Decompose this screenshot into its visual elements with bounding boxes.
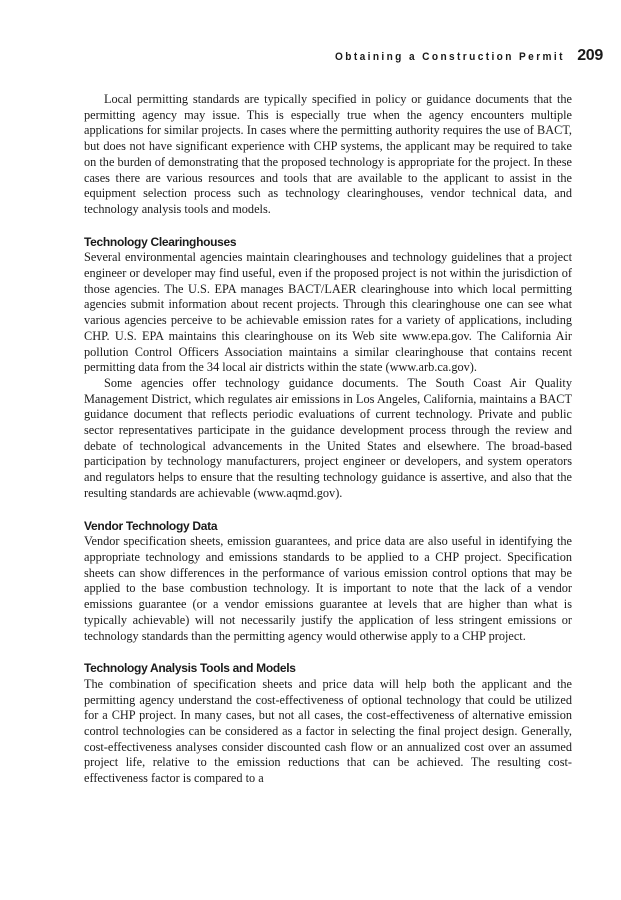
running-head (315, 47, 603, 65)
page-number: 209 (577, 47, 603, 64)
vendor-data-paragraph: Vendor specification sheets, emission guarantees, and price data are also useful in identifying the appropriate technology and emissions standards to be applied to a CHP project. Specification sheets can show differences in the performance of various emission control options that may be applied to the base combustion technology. It is important to note that the lack of a vendor emissions guarantee (or a vendor emissions guarantee at levels that are higher than what is typically achievable) will not necessarily justify the application of less stringent emissions or technology standards than the permitting agency would otherwise apply to a CHP project. (84, 534, 572, 643)
section-heading-analysis-tools: Technology Analysis Tools and Models (84, 661, 296, 676)
section-heading-clearinghouses: Technology Clearinghouses (84, 234, 237, 249)
running-title: Obtaining a Construction Permit (335, 51, 566, 63)
intro-paragraph: Local permitting standards are typically specified in policy or guidance documents that the permitting agency may issue. This is especially true when the agency encounters multiple applications for similar projects. In cases where the permitting authority requires the use of BACT, but does not have significant experience with CHP systems, the applicant may be required to take on the burden of demonstrating that the proposed technology is appropriate for the project. In these cases there are various resources and tools that are available to the applicant to assist in the equipment selection process such as technology clearinghouses, vendor technical data, and technology analysis tools and models. (84, 92, 572, 216)
analysis-tools-paragraph: The combination of specification sheets and price data will help both the applicant and the permitting agency understand the cost-effectiveness of optional technology that could be utilized for a CHP project. In many cases, but not all cases, the cost-effectiveness of alternative emission control technologies can be considered as a factor in selecting the final project design. Generally, cost-effectiveness analyses consider discounted cash flow or an annualized cost over an assumed project life, relative to the emission reductions that can be achieved. The resulting cost-effectiveness factor is compared to a (84, 676, 572, 786)
page-body (84, 92, 572, 787)
clearinghouses-paragraph-2: Some agencies offer technology guidance documents. The South Coast Air Quality Management District, which regulates air emissions in Los Angeles, California, maintains a BACT guidance document that reflects periodic evaluations of current technology. Private and public sector representatives participate in the guidance development process through the review and debate of technological advancements in the United States and elsewhere. The broad-based participation by technology manufacturers, project engineer or developers, and system operators and regulators helps to ensure that the resulting technology guidance is assertive, and also that the resulting standards are achievable (www.aqmd.gov). (84, 375, 572, 500)
section-heading-vendor-data: Vendor Technology Data (84, 518, 218, 533)
clearinghouses-paragraph-1: Several environmental agencies maintain clearinghouses and technology guidelines that a project engineer or developer may find useful, even if the proposed project is not within the jurisdiction of those agencies. The U.S. EPA manages BACT/LAER clearinghouse into which local permitting agencies submit information about recent projects. Through this clearinghouse one can see what various agencies perceive to be achievable emission rates for a variety of applications, including CHP. U.S. EPA maintains this clearinghouse on its Web site www.epa.gov. The California Air pollution Control Officers Association maintains a similar clearinghouse that contains recent permitting data from the 34 local air districts within the state (www.arb.ca.gov). (84, 250, 572, 375)
